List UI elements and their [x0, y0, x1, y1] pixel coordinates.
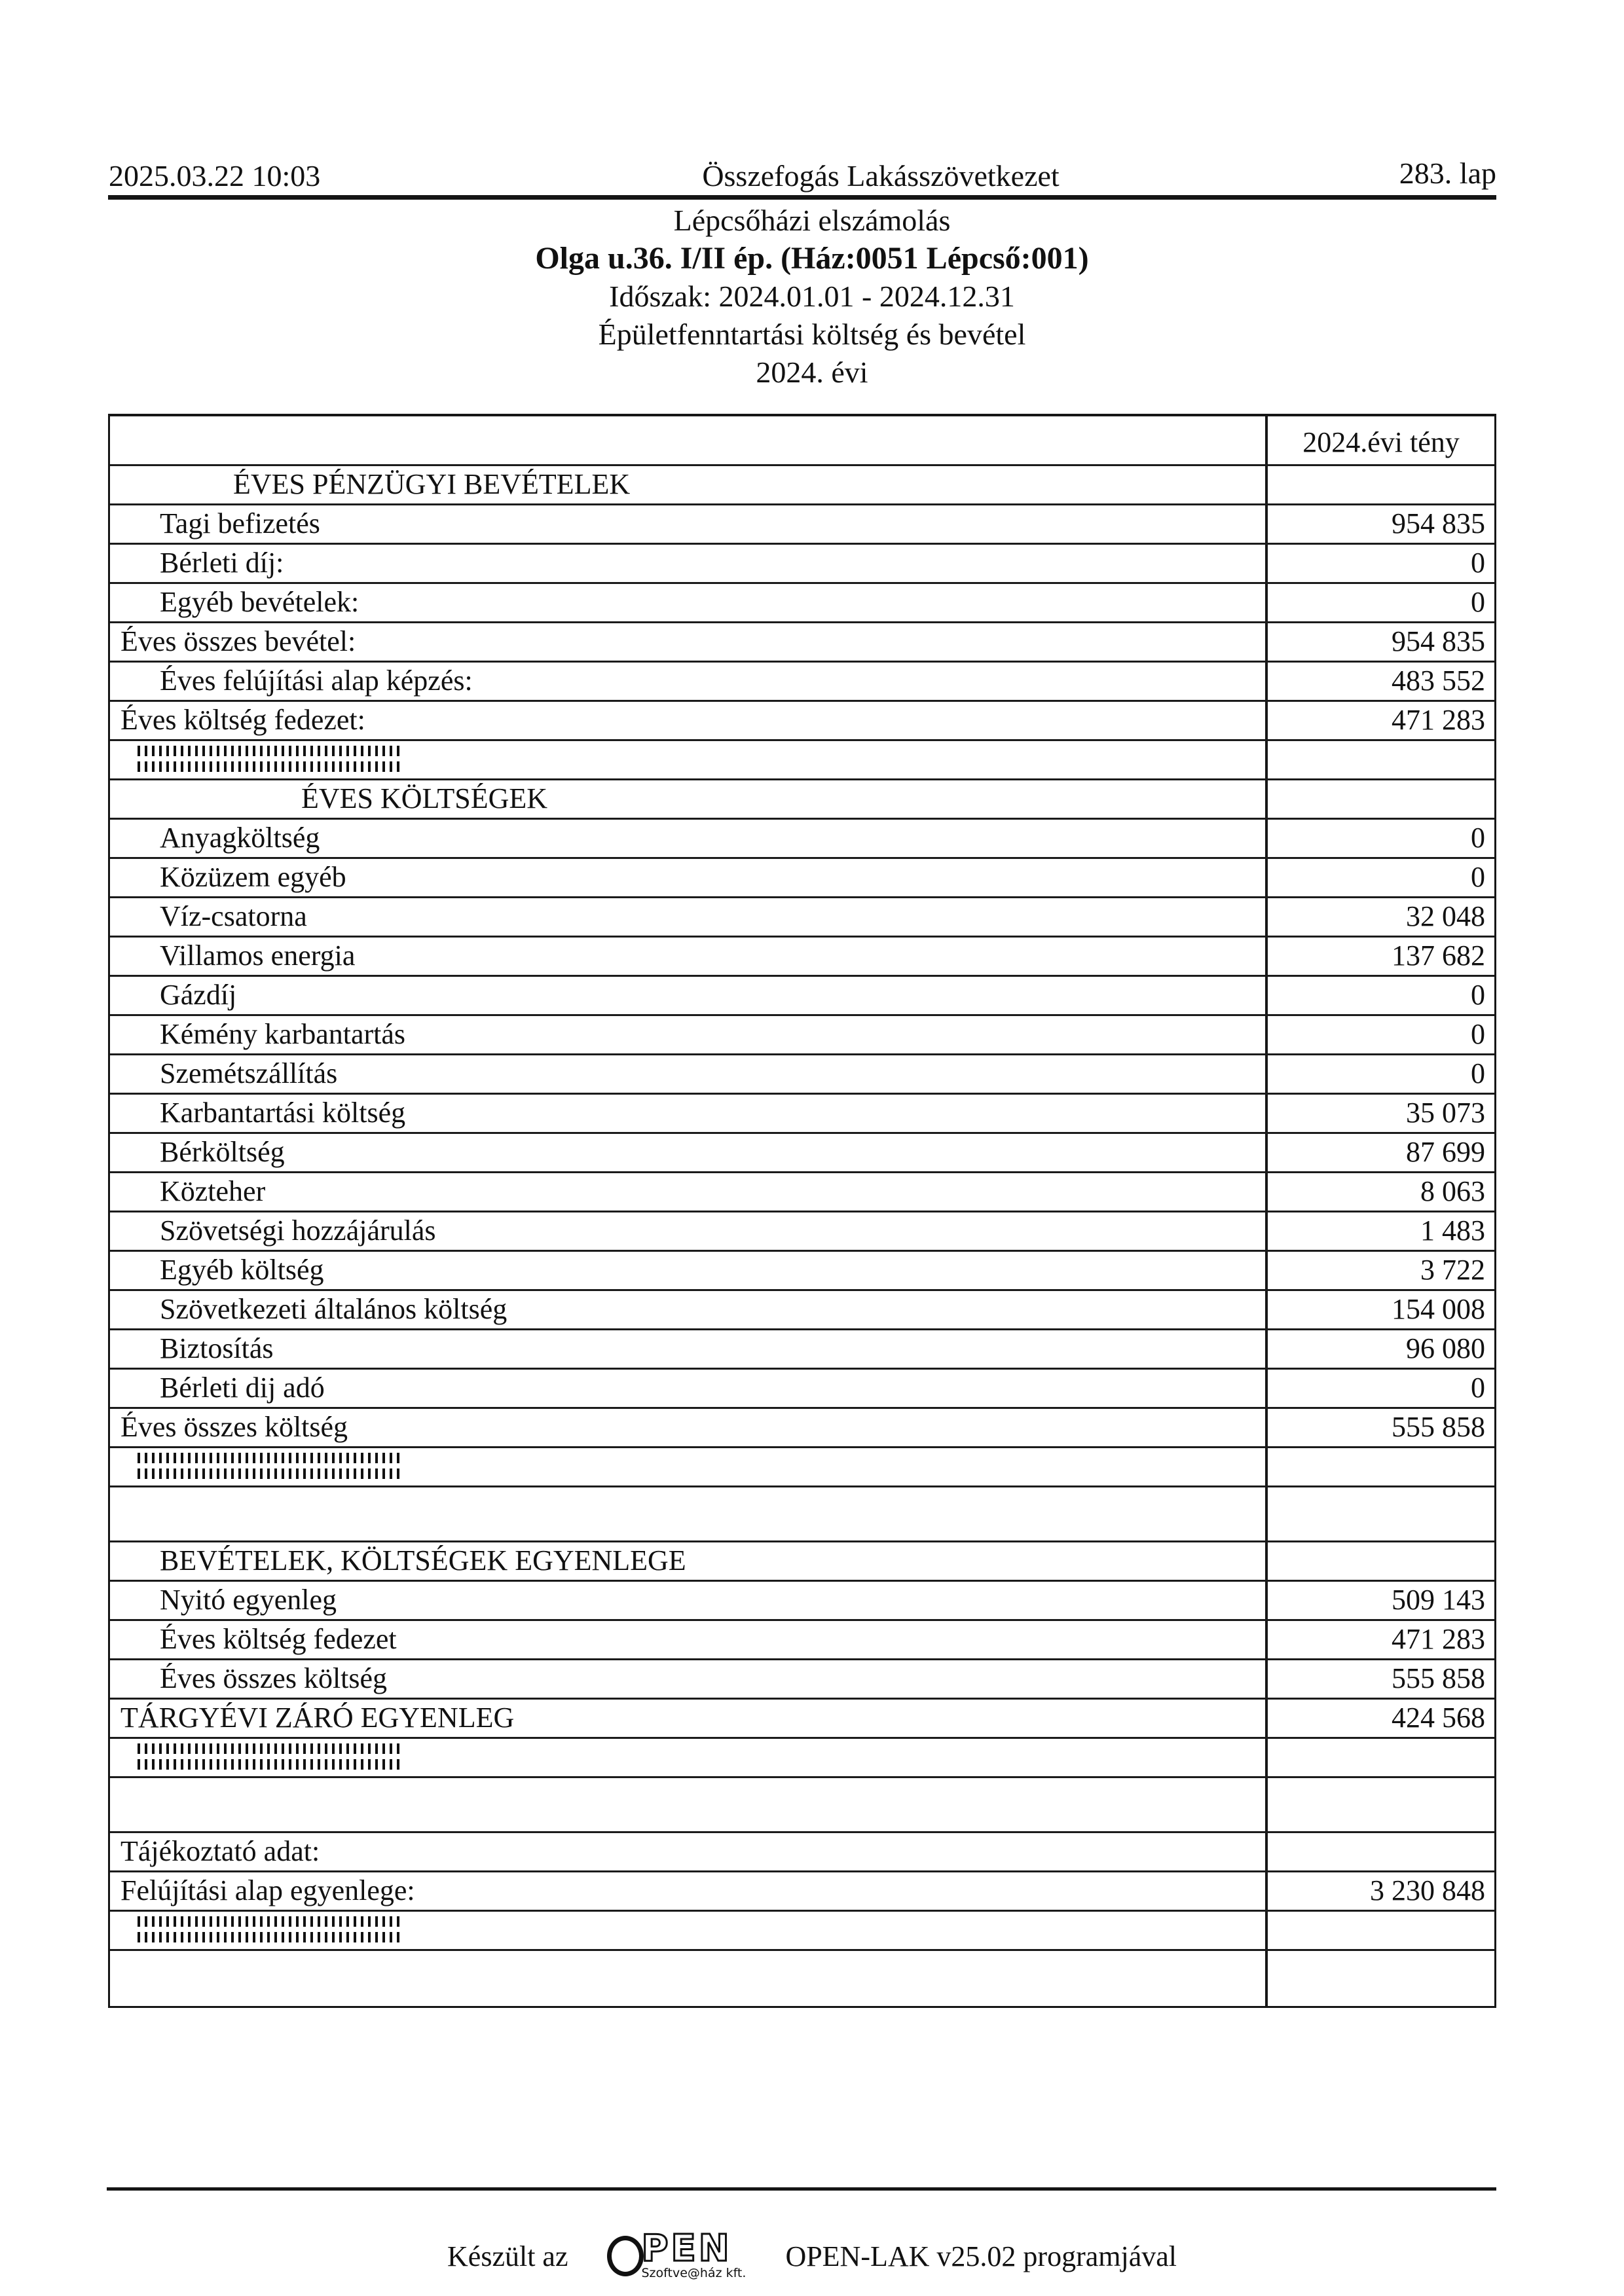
table-row — [110, 1212, 1494, 1252]
table-row — [110, 505, 1494, 545]
row-value-cell: 87 699 — [1406, 1135, 1485, 1168]
table-row — [110, 1660, 1494, 1700]
table-section-row — [110, 466, 1494, 505]
table-row — [110, 1833, 1494, 1872]
row-label-cell: Kémény karbantartás — [110, 1016, 1268, 1053]
empty-row — [110, 1487, 1494, 1542]
hatch-separator-row — [110, 1912, 1494, 1951]
open-logo — [607, 2227, 747, 2280]
table-row — [110, 1621, 1494, 1660]
row-value-cell: 954 835 — [1392, 625, 1485, 657]
table-row — [110, 1370, 1494, 1409]
row-value-cell: 0 — [1471, 1057, 1485, 1089]
row-value-cell — [1268, 1912, 1494, 1949]
row-value-cell: 0 — [1471, 546, 1485, 579]
open-logo-letters-block — [641, 2227, 747, 2280]
footer-prefix: Készült az — [447, 2240, 568, 2272]
hatch-separator — [138, 1743, 399, 1770]
row-label-cell: Egyéb bevételek: — [110, 584, 1268, 621]
row-value-cell: 424 568 — [1392, 1701, 1485, 1734]
table-row — [110, 898, 1494, 938]
footer — [0, 2217, 1624, 2295]
row-label-cell — [110, 1739, 1268, 1776]
row-value-cell: 0 — [1471, 978, 1485, 1011]
table-row — [110, 663, 1494, 702]
row-value-cell: 0 — [1471, 1017, 1485, 1050]
row-value-cell: 8 063 — [1420, 1175, 1485, 1207]
row-label-cell — [110, 1912, 1268, 1949]
footer-program-text: OPEN-LAK v25.02 programjával — [785, 2240, 1177, 2272]
row-value-cell: 1 483 — [1420, 1214, 1485, 1247]
row-label-cell: Villamos energia — [110, 938, 1268, 975]
row-label-cell: Víz-csatorna — [110, 898, 1268, 936]
building-identifier: Olga u.36. I/II ép. (Ház:0051 Lépcső:001) — [535, 241, 1089, 276]
table-row — [110, 1134, 1494, 1173]
row-value-cell: 32 048 — [1406, 900, 1485, 932]
title-block — [0, 202, 1624, 392]
row-value-cell — [1268, 741, 1494, 778]
table-row — [110, 584, 1494, 623]
report-year: 2024. évi — [756, 355, 868, 389]
row-value-cell: 509 143 — [1392, 1583, 1485, 1616]
open-logo-pen-letters: PEN — [641, 2227, 732, 2270]
table-row — [110, 859, 1494, 898]
row-label-cell: Közüzem egyéb — [110, 859, 1268, 896]
table-row — [110, 1095, 1494, 1134]
table-row — [110, 1252, 1494, 1291]
row-label-cell: Éves összes költség — [110, 1660, 1268, 1698]
row-label-cell: Karbantartási költség — [110, 1095, 1268, 1132]
row-value-cell — [1268, 1487, 1494, 1540]
row-value-cell: 954 835 — [1392, 507, 1485, 539]
table-row — [110, 1016, 1494, 1055]
hatch-separator-row — [110, 1739, 1494, 1778]
hatch-separator-row — [110, 1448, 1494, 1487]
row-value-cell: 0 — [1471, 821, 1485, 854]
row-value-cell — [1268, 1833, 1494, 1870]
table-row — [110, 1055, 1494, 1095]
row-label-cell — [110, 1951, 1268, 2006]
empty-row — [110, 1778, 1494, 1833]
row-value-cell: 154 008 — [1392, 1292, 1485, 1325]
row-label-cell: Egyéb költség — [110, 1252, 1268, 1289]
print-datetime: 2025.03.22 10:03 — [109, 159, 321, 192]
row-label-cell: Éves költség fedezet — [110, 1621, 1268, 1658]
open-logo-subtext: Szoftve@ház kft. — [641, 2265, 747, 2280]
row-value-cell: 3 722 — [1420, 1253, 1485, 1286]
row-label-cell: Nyitó egyenleg — [110, 1582, 1268, 1619]
empty-row — [110, 1951, 1494, 2006]
hatch-separator — [138, 746, 399, 772]
table-row — [110, 702, 1494, 741]
row-label-cell: ÉVES PÉNZÜGYI BEVÉTELEK — [110, 466, 1268, 503]
row-label-cell: Szövetségi hozzájárulás — [110, 1212, 1268, 1250]
row-label-cell — [110, 1778, 1268, 1831]
row-label-cell: Éves felújítási alap képzés: — [110, 663, 1268, 700]
row-value-cell: 35 073 — [1406, 1096, 1485, 1129]
hatch-separator-row — [110, 741, 1494, 780]
row-label-cell: Bérköltség — [110, 1134, 1268, 1171]
row-value-cell: 0 — [1471, 1371, 1485, 1404]
report-period: Időszak: 2024.01.01 - 2024.12.31 — [609, 280, 1015, 313]
row-value-cell: 555 858 — [1392, 1662, 1485, 1694]
row-value-cell — [1268, 466, 1494, 503]
hatch-separator — [138, 1916, 399, 1942]
table-row — [110, 623, 1494, 663]
row-label-cell: Közteher — [110, 1173, 1268, 1211]
row-value-cell: 0 — [1471, 585, 1485, 618]
row-value-cell: 483 552 — [1392, 664, 1485, 697]
table-row — [110, 1700, 1494, 1739]
header-label-cell — [110, 416, 1268, 464]
row-value-cell — [1268, 1951, 1494, 2006]
table-row — [110, 977, 1494, 1016]
table-row — [110, 1872, 1494, 1912]
row-value-cell: 96 080 — [1406, 1332, 1485, 1364]
table-row — [110, 545, 1494, 584]
value-column-header: 2024.évi tény — [1302, 426, 1460, 458]
row-label-cell — [110, 1487, 1268, 1540]
row-value-cell — [1268, 1542, 1494, 1580]
table-row — [110, 1291, 1494, 1330]
row-label-cell: ÉVES KÖLTSÉGEK — [110, 780, 1268, 818]
table-row — [110, 820, 1494, 859]
page-number: 283. lap — [1399, 156, 1496, 190]
row-label-cell: Éves költség fedezet: — [110, 702, 1268, 739]
row-label-cell: Szövetkezeti általános költség — [110, 1291, 1268, 1328]
row-value-cell: 555 858 — [1392, 1410, 1485, 1443]
table-row — [110, 938, 1494, 977]
row-value-cell: 0 — [1471, 860, 1485, 893]
table-section-row — [110, 780, 1494, 820]
row-label-cell: Biztosítás — [110, 1330, 1268, 1368]
table-row — [110, 1173, 1494, 1212]
table-row — [110, 1409, 1494, 1448]
row-label-cell: Éves összes költség — [110, 1409, 1268, 1446]
open-logo-o-icon — [607, 2236, 644, 2276]
row-value-cell — [1268, 1778, 1494, 1831]
header-rule — [108, 195, 1496, 200]
row-value-cell: 3 230 848 — [1370, 1874, 1485, 1906]
row-value-cell — [1268, 780, 1494, 818]
row-label-cell: Éves összes bevétel: — [110, 623, 1268, 661]
hatch-separator — [138, 1453, 399, 1479]
row-label-cell: TÁRGYÉVI ZÁRÓ EGYENLEG — [110, 1700, 1268, 1737]
row-value-cell: 471 283 — [1392, 1622, 1485, 1655]
table-row — [110, 1582, 1494, 1621]
row-label-cell: Gázdíj — [110, 977, 1268, 1014]
row-label-cell: Felújítási alap egyenlege: — [110, 1872, 1268, 1910]
row-label-cell: Anyagköltség — [110, 820, 1268, 857]
row-value-cell: 471 283 — [1392, 703, 1485, 736]
table-section-row — [110, 1542, 1494, 1582]
row-label-cell: BEVÉTELEK, KÖLTSÉGEK EGYENLEGE — [110, 1542, 1268, 1580]
settlement-table — [108, 414, 1496, 2008]
row-label-cell: Bérleti díj: — [110, 545, 1268, 582]
organization-name: Összefogás Lakásszövetkezet — [702, 159, 1060, 192]
row-label-cell: Bérleti dij adó — [110, 1370, 1268, 1407]
row-value-cell — [1268, 1448, 1494, 1485]
row-value-cell: 137 682 — [1392, 939, 1485, 972]
report-title: Lépcsőházi elszámolás — [673, 204, 951, 237]
row-label-cell: Tagi befizetés — [110, 505, 1268, 543]
row-label-cell: Szemétszállítás — [110, 1055, 1268, 1093]
footer-rule — [107, 2187, 1496, 2191]
row-label-cell: Tájékoztató adat: — [110, 1833, 1268, 1870]
row-value-cell — [1268, 1739, 1494, 1776]
row-label-cell — [110, 1448, 1268, 1485]
report-subtitle: Épületfenntartási költség és bevétel — [598, 318, 1026, 351]
table-header-row — [110, 416, 1494, 466]
table-row — [110, 1330, 1494, 1370]
row-label-cell — [110, 741, 1268, 778]
